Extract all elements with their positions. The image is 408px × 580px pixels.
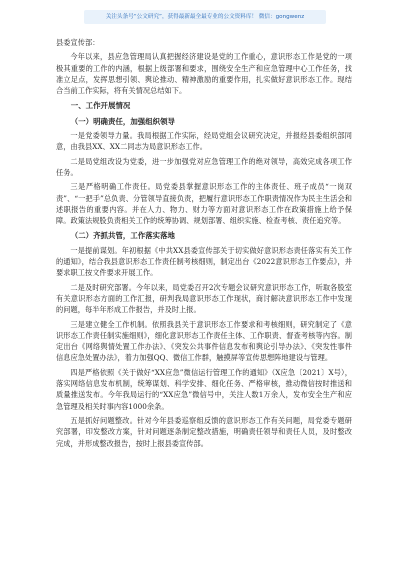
subsection-heading-1: （一）明确责任，加强组织领导 <box>70 116 175 126</box>
paragraph-4: 一是提前谋划。年初根据《中共XX县委宣传部关于切实做好意识形态责任落实有关工作的通知》，结合我县意识形态工作责任制考核细则，制定出台《2022意识形态工作要点》，并要求职工按文件要求开展工作。 <box>56 245 352 278</box>
addressee-line: 县委宣传部： <box>56 38 100 47</box>
paragraph-2: 二是局党组改设为党委，进一步加强党对应急管理工作的绝对领导，高效完成各项工作任务。 <box>56 156 352 177</box>
paragraph-5: 二是及时研究部署。今年以来，局党委召开2次专题会议研究意识形态工作，听取各股室有关意识形态方面的工作汇报，研判我局意识形态工作现状，商讨解决意识形态工作中发现的问题，每半年形成工作报告，并及时上报。 <box>56 282 352 315</box>
paragraph-6: 三是建立健全工作机制。依照我县关于意识形态工作要求和考核细则，研究制定了《意识形态工作责任制实施细则》，细化意识形态工作责任主体、工作职责、督查考核等内容。制定出台《网络舆情处置工作办法》、《突发公共事件信息发布和舆论引导办法》、《突发性事件信息应急处置办法》，着力加强QQ、微信工作群，触摸屏等宣传思想阵地建设与管理。 <box>56 319 352 363</box>
paragraph-8: 五是抓好问题整改。针对今年县委巡察组反馈的意识形态工作有关问题，局党委专题研究部署，印发整改方案，针对问题逐条制定整改措施，明确责任领导和责任人员，及时整改完成，并形成整改报告，按时上报县委宣传部。 <box>56 415 352 448</box>
subsection-heading-2: （二）齐抓共管，工作落实落地 <box>70 231 175 241</box>
intro-paragraph: 今年以来，县应急管理局认真把握经济建设是党的工作重心，意识形态工作是党的一项极其重要的工作的内涵，根据上级部署和要求，围绕安全生产和应急管理中心工作任务，找准立足点，发挥思想引领、舆论推动、精神激励的重要作用，扎实做好意识形态工作。现结合当前工作实际，将有关情况总结如下。 <box>56 52 352 96</box>
paragraph-7: 四是严格依照《关于做好“XX应急”微信运行管理工作的通知》（X应急〔2021〕X号），落实网络信息发布机制，统筹谋划、科学安排、细化任务、严格审核，推动微信按时推送和质量推送发布。今年我局运行的“XX应急”微信号中，关注人数1万余人，发布安全生产和应急管理及相关时事内容1000余条。 <box>56 367 352 411</box>
section-heading-1: 一、工作开展情况 <box>70 101 131 111</box>
document-body <box>56 37 352 452</box>
top-banner-notice[interactable]: 关注头条号“公文研究”，获得最新最全最专业的公文资料库！ 微信：gongwenz <box>84 10 326 24</box>
paragraph-3: 三是严格明确工作责任。局党委县掌握意识形态工作的主体责任、班子成员“一岗双责”、“一把手”总负责、分管领导直接负责，把履行意识形态工作职责情况作为民主生活会和述职报告的重要内容。并在人力、物力、财力等方面对意识形态工作在政策措施上给予保障。政策法规股负责相关工作的统筹协调、规划部署、组织实施、检查考核、责任追究等。 <box>56 182 352 226</box>
paragraph-1: 一是党委领导力量。我局根据工作实际，经局党组会议研究决定，并报经县委组织部同意，由我县XX、XX二同志为局意识形态工作。 <box>56 131 352 152</box>
